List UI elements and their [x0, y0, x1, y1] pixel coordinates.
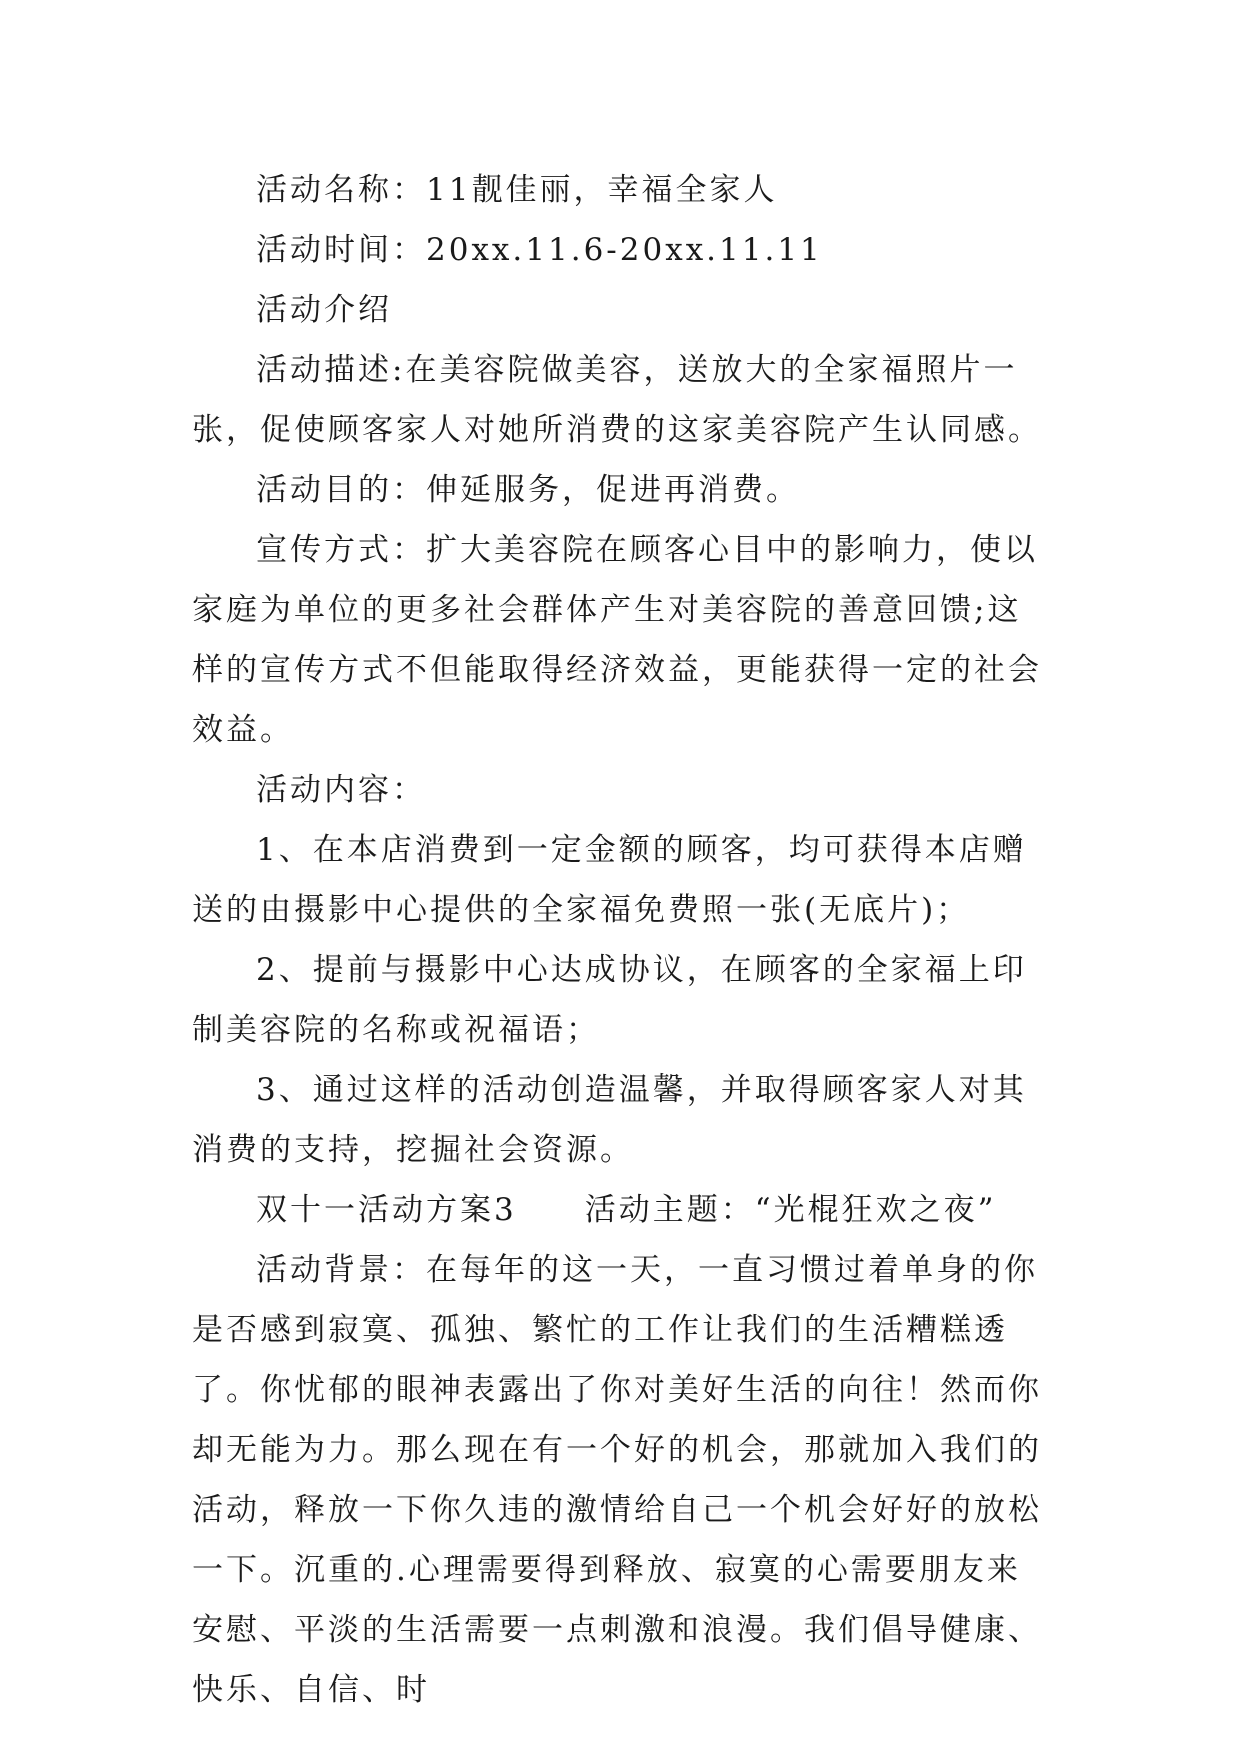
document-body [192, 160, 1052, 1720]
activity-purpose-line: 活动目的：伸延服务，促进再消费。 [256, 472, 800, 508]
activity-time-line: 活动时间：20xx.11.6-20xx.11.11 [256, 232, 823, 268]
activity-name-line: 活动名称：11靓佳丽，幸福全家人 [256, 172, 778, 208]
plan-3-title-line: 双十一活动方案3 活动主题：“光棍狂欢之夜” [256, 1192, 997, 1228]
content-item-3: 3、通过这样的活动创造温馨，并取得顾客家人对其消费的支持，挖掘社会资源。 [192, 1072, 1027, 1168]
content-item-1: 1、在本店消费到一定金额的顾客，均可获得本店赠送的由摄影中心提供的全家福免费照一张(无底片)； [192, 832, 1027, 928]
activity-content-heading: 活动内容： [256, 772, 426, 808]
promotion-method-paragraph: 宣传方式：扩大美容院在顾客心目中的影响力，使以家庭为单位的更多社会群体产生对美容院的善意回馈;这样的宣传方式不但能取得经济效益，更能获得一定的社会效益。 [192, 532, 1042, 748]
activity-description-paragraph: 活动描述:在美容院做美容，送放大的全家福照片一张，促使顾客家人对她所消费的这家美容院产生认同感。 [192, 352, 1042, 448]
activity-intro-heading: 活动介绍 [256, 292, 392, 328]
activity-background-paragraph: 活动背景：在每年的这一天，一直习惯过着单身的你是否感到寂寞、孤独、繁忙的工作让我们的生活糟糕透了。你忧郁的眼神表露出了你对美好生活的向往！然而你却无能为力。那么现在有一个好的机会，那就加入我们的活动，释放一下你久违的激情给自己一个机会好好的放松一下。沉重的.心理需要得到释放、寂寞的心需要朋友来安慰、平淡的生活需要一点刺激和浪漫。我们倡导健康、快乐、自信、时 [192, 1252, 1042, 1708]
content-item-2: 2、提前与摄影中心达成协议，在顾客的全家福上印制美容院的名称或祝福语； [192, 952, 1027, 1048]
